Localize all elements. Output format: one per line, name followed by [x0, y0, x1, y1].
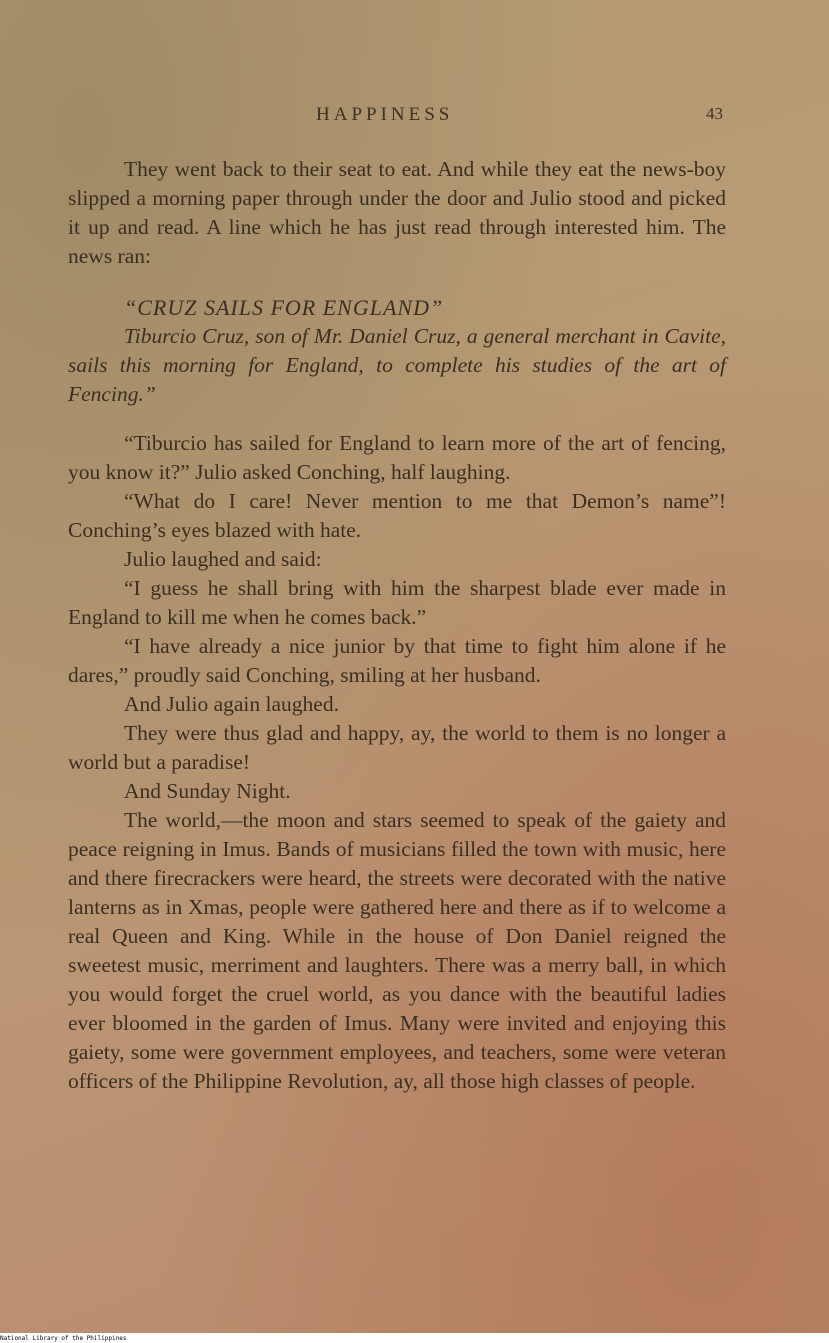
paragraph: The world,—the moon and stars seemed to speak of the gaiety and peace reigning in Imus. Bands of musicians filled the town with music, here and there firecrackers were heard, the streets were decorated with the native lanterns as in Xmas, people were gathered here and there as if to welcome a real Queen and King. While in the house of Don Daniel reigned the sweetest music, merriment and laughters. There was a merry ball, in which you would forget the cruel world, as you dance with the beautiful ladies ever bloomed in the garden of Imus. Many were invited and enjoying this gaiety, some were government employees, and teachers, some were veteran officers of the Philippine Revolution, ay, all those high classes of people.: [68, 808, 726, 1093]
paragraph: “Tiburcio has sailed for England to learn more of the art of fencing, you know it?” Julio asked Conching, half laughing.: [68, 431, 726, 484]
paragraph: “I have already a nice junior by that time to fight him alone if he dares,” proudly said Conching, smiling at her husband.: [68, 634, 726, 687]
news-body: Tiburcio Cruz, son of Mr. Daniel Cruz, a general merchant in Cavite, sails this morning for England, to complete his studies of the art of Fencing.”: [68, 324, 726, 406]
paragraph: They went back to their seat to eat. And while they eat the news-boy slipped a morning paper through under the door and Julio stood and picked it up and read. A line which he has just read through interested him. The news ran:: [68, 157, 726, 268]
running-title: HAPPINESS: [316, 104, 454, 125]
paragraph: And Julio again laughed.: [124, 692, 339, 716]
page-header: [0, 104, 829, 132]
paragraph: They were thus glad and happy, ay, the world to them is no longer a world but a paradise!: [68, 721, 726, 774]
paragraph: “I guess he shall bring with him the sharpest blade ever made in England to kill me when he comes back.”: [68, 576, 726, 629]
news-headline: “CRUZ SAILS FOR ENGLAND”: [124, 295, 444, 320]
paragraph: “What do I care! Never mention to me that Demon’s name”! Conching’s eyes blazed with hate.: [68, 489, 726, 542]
paragraph: Julio laughed and said:: [124, 547, 322, 571]
page-number: 43: [706, 104, 723, 123]
body-text: [68, 155, 726, 1096]
paragraph: And Sunday Night.: [124, 779, 291, 803]
news-excerpt: [68, 293, 726, 409]
library-credit: National Library of the Philippines: [0, 1335, 127, 1342]
